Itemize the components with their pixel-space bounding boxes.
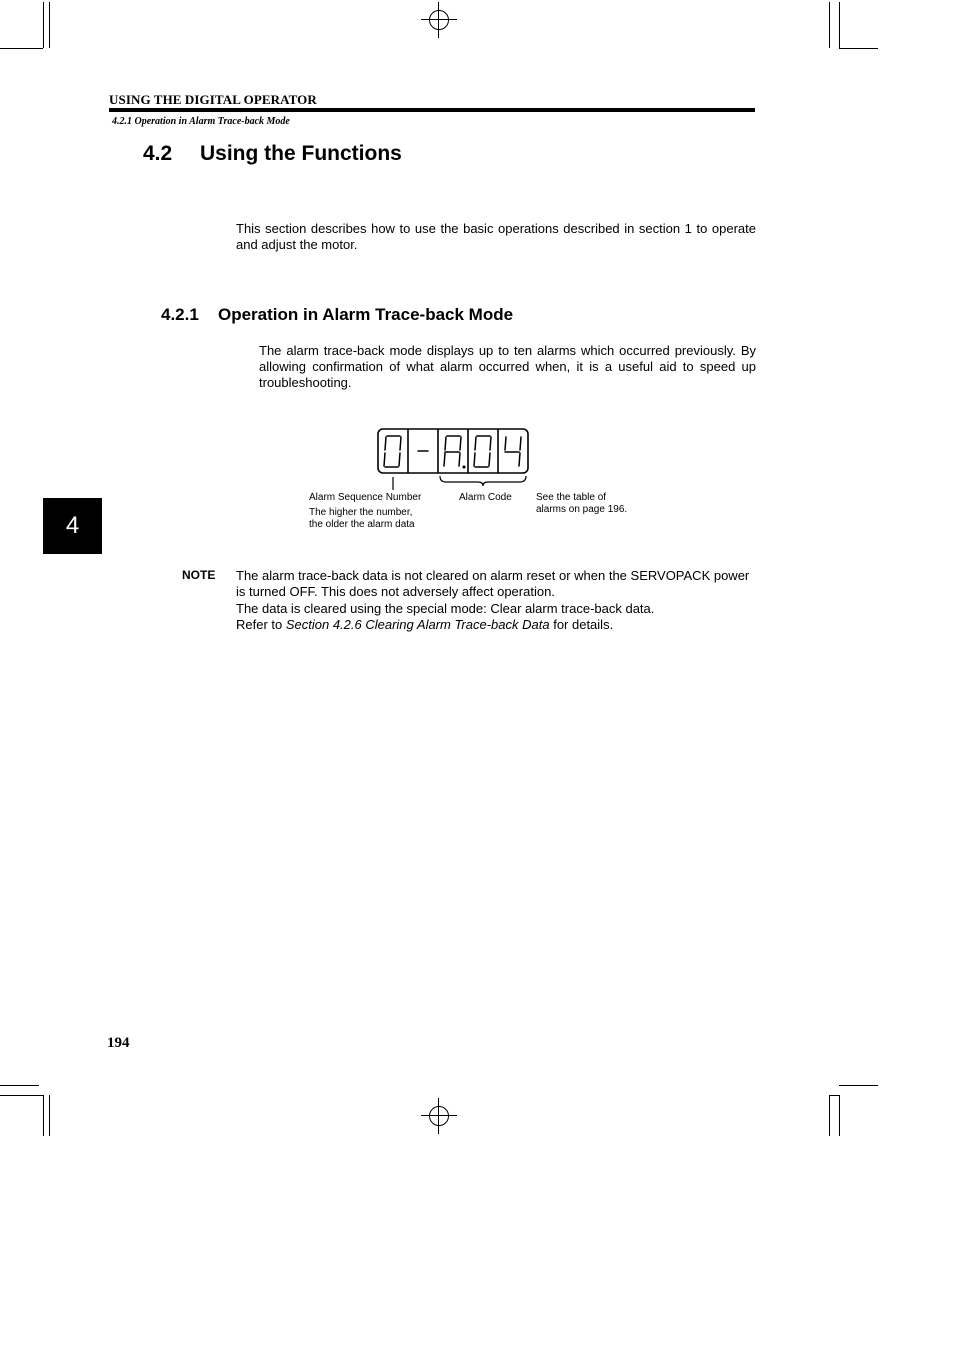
note-ref-suffix: for details. (549, 616, 614, 632)
section-intro: This section describes how to use the basic operations described in section 1 to operate and adjust the motor. (236, 221, 756, 252)
note-ref-prefix: Refer to (236, 616, 286, 632)
subsection-heading (161, 305, 513, 325)
see-table-2: alarms on page 196. (536, 504, 628, 515)
note-body (236, 568, 756, 633)
seven-segment-display (370, 424, 540, 492)
section-heading (143, 142, 402, 166)
digit-4 (505, 437, 521, 466)
note-line-1: The alarm trace-back data is not cleared on alarm reset or when the SERVOPACK power is turned OFF. This does not adversely affect operation. (236, 568, 750, 600)
page-number: 194 (107, 1035, 130, 1051)
see-table-1: See the table of (536, 492, 607, 503)
digit-0b (474, 436, 491, 467)
alarm-code-label: Alarm Code (459, 492, 512, 503)
digit-0 (384, 436, 401, 467)
section-title: Using the Functions (200, 142, 402, 165)
note-line-3 (236, 617, 756, 633)
subsection-body: The alarm trace-back mode displays up to ten alarms which occurred previously. By allowing confirmation of what alarm occurred when, it is a useful aid to speed up troubleshooting. (259, 343, 756, 390)
subsection-title: Operation in Alarm Trace-back Mode (218, 305, 514, 324)
note-label: NOTE (182, 568, 216, 582)
subsection-number: 4.2.1 (161, 305, 199, 324)
running-header: USING THE DIGITAL OPERATOR (109, 92, 317, 107)
note-line-2: The data is cleared using the special mode: Clear alarm trace-back data. (236, 600, 655, 616)
running-subheader: 4.2.1 Operation in Alarm Trace-back Mode (112, 116, 290, 127)
sequence-desc-1: The higher the number, (309, 507, 413, 518)
sequence-desc-2: the older the alarm data (309, 519, 415, 530)
chapter-tab: 4 (43, 498, 102, 554)
header-rule (109, 108, 755, 112)
digit-A (444, 436, 465, 468)
sequence-label: Alarm Sequence Number (309, 492, 422, 503)
note-ref-link: Section 4.2.6 Clearing Alarm Trace-back Data (285, 616, 550, 632)
section-number: 4.2 (143, 142, 173, 165)
